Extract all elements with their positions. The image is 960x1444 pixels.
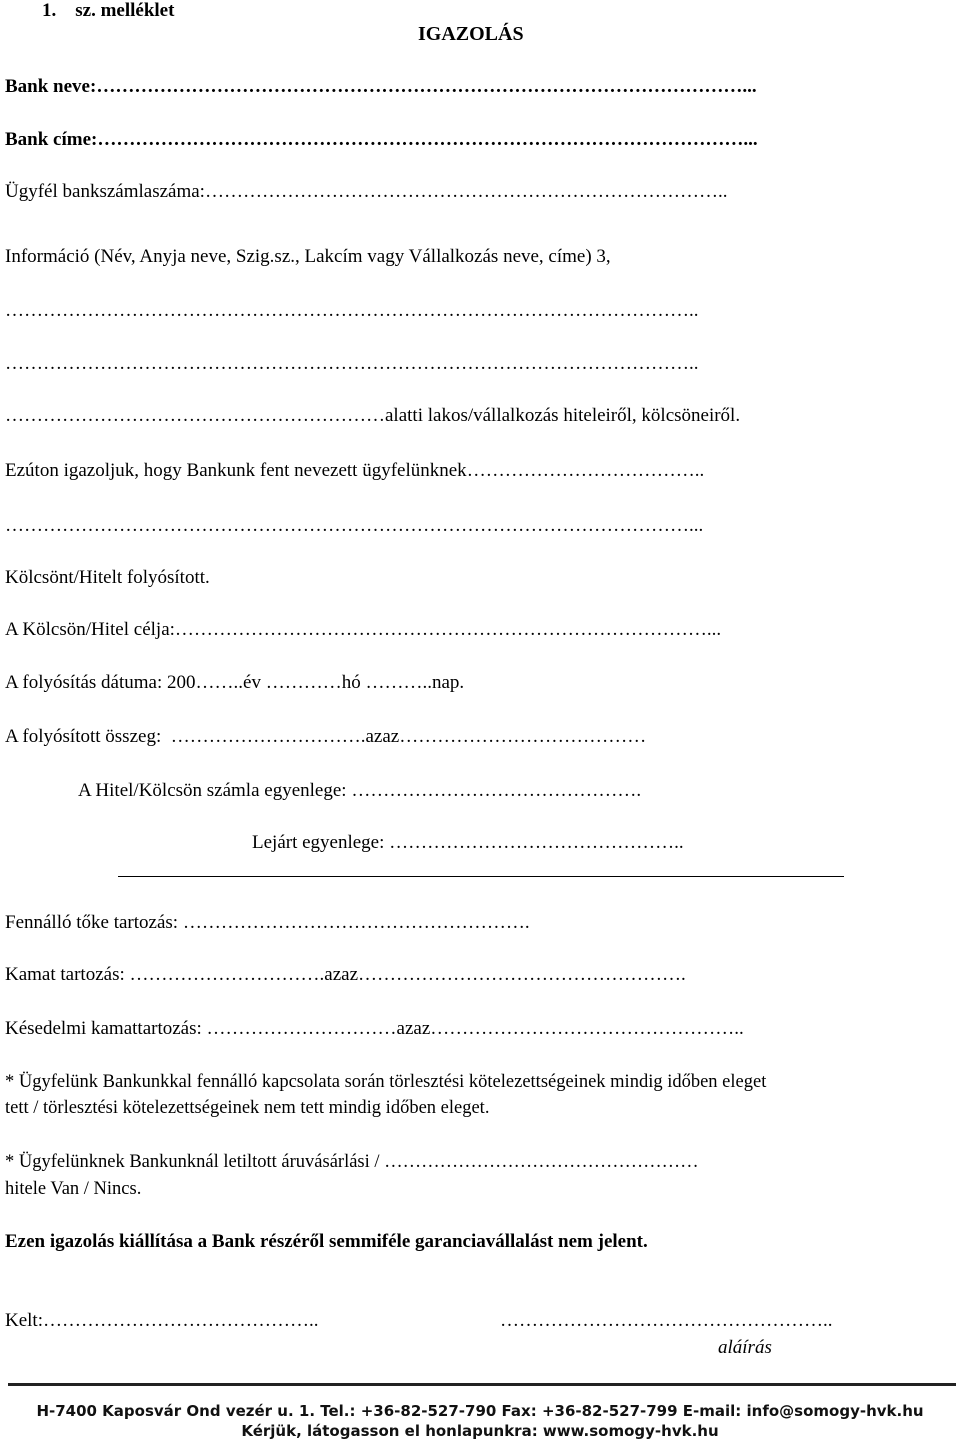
principal-row (5, 912, 530, 934)
certify-field[interactable]: ……………………………….. (466, 460, 705, 481)
bank-name-label: Bank neve: (5, 76, 97, 97)
amount-azaz-label: azaz (365, 726, 400, 747)
account-row (5, 181, 727, 203)
footer-divider (8, 1383, 956, 1386)
disclaimer: Ezen igazolás kiállítása a Bank részéről semmiféle garanciavállalást nem jelent. (5, 1231, 648, 1252)
bank-name-row (5, 76, 757, 98)
interest-row (5, 964, 686, 986)
account-field[interactable]: ……………………………………………………………………….. (204, 181, 728, 202)
signature-field[interactable]: …………………………………………….. (500, 1310, 833, 1331)
date-month-field[interactable]: ………… (265, 672, 342, 693)
date-day-field[interactable]: ……….. (365, 672, 432, 693)
balance-row (78, 780, 641, 802)
info-blank-3[interactable]: …………………………………………………… (5, 405, 385, 426)
disbursed-text: Kölcsönt/Hitelt folyósított. (5, 567, 210, 588)
late-interest-row (5, 1018, 744, 1040)
day-label: nap. (431, 672, 465, 693)
footer-contact: H-7400 Kaposvár Ond vezér u. 1. Tel.: +36-82-527-790 Fax: +36-82-527-799 E-mail: info@somogy-hvk.hu (36, 1402, 924, 1420)
principal-label: Fennálló tőke tartozás: (5, 912, 179, 933)
amount-row (5, 726, 646, 748)
date-label: A folyósítás dátuma: 200 (5, 672, 196, 693)
date-year-field[interactable]: …….. (195, 672, 244, 693)
kelt-label: Kelt: (5, 1310, 43, 1331)
note2-field[interactable]: …………………………………………… (384, 1152, 699, 1172)
note2-line1: * Ügyfelünknek Bankunknál letiltott áruvásárlási / (5, 1152, 380, 1172)
note1-line1: * Ügyfelünk Bankunkkal fennálló kapcsolata során törlesztési kötelezettségeinek mindig időben eleget (5, 1072, 767, 1092)
purpose-row (5, 619, 721, 641)
info-blank-1[interactable]: ……………………………………………………………………………………………….. (5, 300, 699, 321)
footer-website: Kérjük, látogasson el honlapunkra: www.somogy-hvk.hu (241, 1422, 719, 1440)
info-blank-2[interactable]: ……………………………………………………………………………………………….. (5, 353, 699, 374)
note1-line2: tett / törlesztési kötelezettségeinek nem tett mindig időben eleget. (5, 1098, 490, 1118)
overdue-field[interactable]: ……………………………………….. (389, 832, 684, 853)
amount-words-field[interactable]: ………………………………… (399, 726, 647, 747)
document-title: IGAZOLÁS (418, 23, 524, 45)
annex-number: 1. (42, 0, 57, 21)
principal-field[interactable]: ………………………………………………. (182, 912, 530, 933)
signature-label: aláírás (718, 1337, 772, 1358)
bank-address-row (5, 129, 758, 151)
amount-label: A folyósított összeg: (5, 726, 162, 747)
overdue-row (252, 832, 684, 854)
note2-row (5, 1151, 699, 1173)
info-label: Információ (Név, Anyja neve, Szig.sz., Lakcím vagy Vállalkozás neve, címe) 3, (5, 246, 611, 267)
certify-row (5, 460, 704, 482)
balance-label: A Hitel/Kölcsön számla egyenlege: (78, 780, 347, 801)
interest-words-field[interactable]: ……………………………………………. (358, 964, 686, 985)
bank-address-field[interactable]: …………………………………………………………………………………………... (97, 129, 758, 150)
year-label: év (243, 672, 261, 693)
info-blank-3-row (5, 405, 740, 427)
certify-blank[interactable]: ………………………………………………………………………………………………... (5, 515, 704, 536)
amount-field[interactable]: …………………………. (170, 726, 366, 747)
kelt-row (5, 1310, 319, 1332)
kelt-field[interactable]: …………………………………….. (43, 1310, 319, 1331)
month-label: hó (341, 672, 361, 693)
annex-text: sz. melléklet (75, 0, 175, 21)
interest-azaz-label: azaz (324, 964, 358, 985)
interest-field[interactable]: …………………………. (129, 964, 325, 985)
late-interest-field[interactable]: ………………………… (206, 1018, 397, 1039)
bank-name-field[interactable]: …………………………………………………………………………………………... (96, 76, 757, 97)
purpose-field[interactable]: …………………………………………………………………………... (174, 619, 722, 640)
purpose-label: A Kölcsön/Hitel célja: (5, 619, 175, 640)
balance-divider (118, 876, 844, 877)
bank-address-label: Bank címe: (5, 129, 98, 150)
interest-label: Kamat tartozás: (5, 964, 125, 985)
late-interest-label: Késedelmi kamattartozás: (5, 1018, 202, 1039)
account-label: Ügyfél bankszámlaszáma: (5, 181, 205, 202)
annex-label (42, 0, 174, 22)
balance-field[interactable]: ………………………………………. (351, 780, 642, 801)
note2-line2: hitele Van / Nincs. (5, 1179, 142, 1199)
late-interest-words-field[interactable]: ………………………………………….. (430, 1018, 744, 1039)
residence-text: alatti lakos/vállalkozás hiteleiről, kölcsöneiről. (385, 405, 741, 426)
late-interest-azaz-label: azaz (396, 1018, 431, 1039)
certify-text: Ezúton igazoljuk, hogy Bankunk fent nevezett ügyfelünknek (5, 460, 467, 481)
overdue-label: Lejárt egyenlege: (252, 832, 385, 853)
date-row (5, 672, 464, 694)
